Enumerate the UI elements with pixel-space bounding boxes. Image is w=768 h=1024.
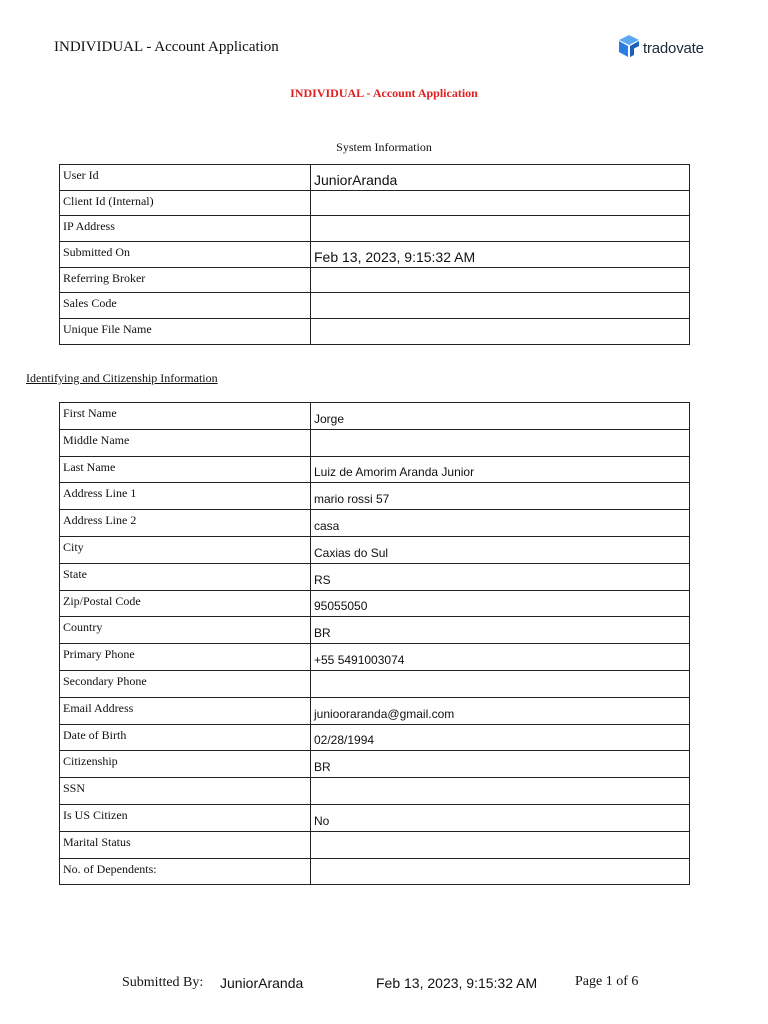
field-value: mario rossi 57	[311, 483, 690, 510]
tradovate-logo	[618, 34, 704, 63]
field-label: Citizenship	[60, 751, 311, 778]
field-label: Zip/Postal Code	[60, 590, 311, 617]
submitted-on-date: Feb 13, 2023, 9:15:32 AM	[376, 975, 538, 991]
field-label: User Id	[60, 165, 311, 191]
system-information-heading: System Information	[336, 140, 432, 154]
field-label: Marital Status	[60, 831, 311, 858]
field-value: casa	[311, 510, 690, 537]
field-value	[311, 216, 690, 242]
field-value: +55 5491003074	[311, 644, 690, 671]
field-value	[311, 831, 690, 858]
table-row	[60, 804, 690, 831]
field-label: Referring Broker	[60, 267, 311, 293]
table-row	[60, 536, 690, 563]
field-value: Caxias do Sul	[311, 536, 690, 563]
field-value: Jorge	[311, 403, 690, 430]
field-value: 02/28/1994	[311, 724, 690, 751]
field-value	[311, 429, 690, 456]
field-label: SSN	[60, 778, 311, 805]
table-row	[60, 216, 690, 242]
field-value	[311, 858, 690, 885]
field-value: JuniorAranda	[311, 165, 690, 191]
table-row	[60, 429, 690, 456]
field-value: BR	[311, 617, 690, 644]
table-row	[60, 724, 690, 751]
table-row	[60, 831, 690, 858]
field-label: Is US Citizen	[60, 804, 311, 831]
table-row	[60, 697, 690, 724]
header-title: INDIVIDUAL - Account Application	[54, 39, 279, 55]
table-row	[60, 165, 690, 191]
table-row	[60, 267, 690, 293]
field-label: Last Name	[60, 456, 311, 483]
field-label: Country	[60, 617, 311, 644]
table-row	[60, 456, 690, 483]
system-information-table	[59, 164, 690, 345]
field-value: Feb 13, 2023, 9:15:32 AM	[311, 242, 690, 268]
field-label: Primary Phone	[60, 644, 311, 671]
field-label: No. of Dependents:	[60, 858, 311, 885]
field-value	[311, 293, 690, 319]
table-row	[60, 563, 690, 590]
field-label: State	[60, 563, 311, 590]
field-label: Middle Name	[60, 429, 311, 456]
field-value	[311, 778, 690, 805]
field-value: 95055050	[311, 590, 690, 617]
table-row	[60, 644, 690, 671]
field-label: Unique File Name	[60, 319, 311, 345]
field-value	[311, 319, 690, 345]
field-label: Client Id (Internal)	[60, 190, 311, 216]
identifying-information-table	[59, 402, 690, 885]
table-row	[60, 510, 690, 537]
field-value	[311, 670, 690, 697]
field-value: RS	[311, 563, 690, 590]
tradovate-cube-icon	[618, 34, 640, 63]
field-value	[311, 190, 690, 216]
table-row	[60, 751, 690, 778]
identifying-citizenship-heading: Identifying and Citizenship Information	[26, 371, 218, 385]
table-row	[60, 190, 690, 216]
field-label: Email Address	[60, 697, 311, 724]
field-label: City	[60, 536, 311, 563]
field-value: juniooraranda@gmail.com	[311, 697, 690, 724]
table-row	[60, 590, 690, 617]
table-row	[60, 242, 690, 268]
field-label: Date of Birth	[60, 724, 311, 751]
table-row	[60, 293, 690, 319]
table-row	[60, 670, 690, 697]
document-title: INDIVIDUAL - Account Application	[290, 86, 478, 100]
field-value: Luiz de Amorim Aranda Junior	[311, 456, 690, 483]
table-row	[60, 617, 690, 644]
field-value	[311, 267, 690, 293]
submitted-by-user: JuniorAranda	[220, 975, 304, 991]
field-value: BR	[311, 751, 690, 778]
table-row	[60, 778, 690, 805]
submitted-by-label: Submitted By:	[122, 975, 204, 990]
field-label: Submitted On	[60, 242, 311, 268]
table-row	[60, 858, 690, 885]
field-label: Sales Code	[60, 293, 311, 319]
field-label: Address Line 1	[60, 483, 311, 510]
logo-text: tradovate	[643, 40, 704, 57]
table-row	[60, 319, 690, 345]
table-row	[60, 403, 690, 430]
table-row	[60, 483, 690, 510]
page-number: Page 1 of 6	[575, 974, 639, 989]
field-value: No	[311, 804, 690, 831]
field-label: First Name	[60, 403, 311, 430]
field-label: Address Line 2	[60, 510, 311, 537]
field-label: IP Address	[60, 216, 311, 242]
field-label: Secondary Phone	[60, 670, 311, 697]
